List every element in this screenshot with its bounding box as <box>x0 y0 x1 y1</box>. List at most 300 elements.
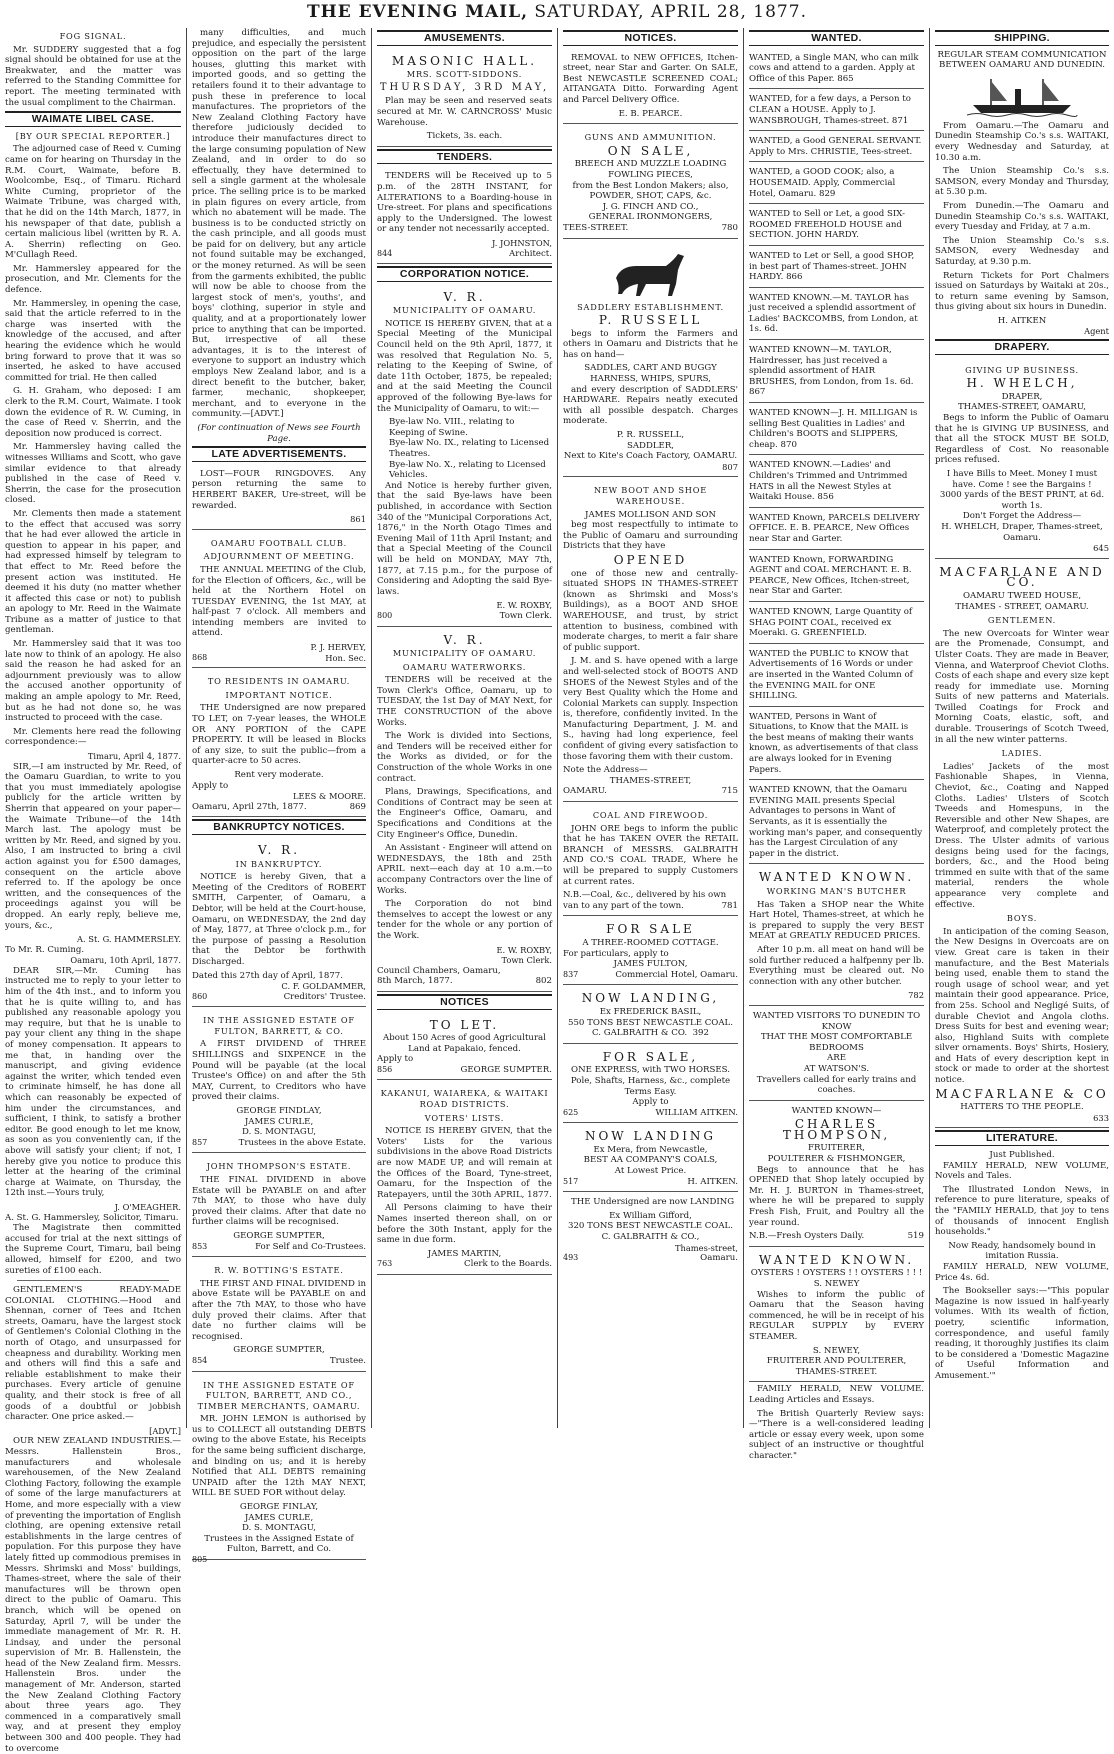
landing-ad <box>563 987 738 1043</box>
rw-title: R. W. BOTTING'S ESTATE. <box>214 1265 344 1276</box>
coal-text: JOHN ORE begs to inform the public that he has TAKEN OVER the RETAIL BRANCH of MESSRS. GALBRAITH AND CO.'S COAL TRADE, Where he will be prepared to supply Customers at current rates. <box>563 823 738 887</box>
tenders-text: TENDERS will be Received up to 5 p.m. of the 28TH INSTANT, for ALTERATIONS to a Boarding-house in Ure-street. For plans and specifications apply to the Undersigned. The lowest or any tender not necessarily accepted. <box>377 171 552 235</box>
tolet-ad <box>377 1014 552 1081</box>
draper-role: DRAPER, <box>1001 391 1043 402</box>
road-districts-title: KAKANUI, WAIAREKA, & WAITAKI ROAD DISTRICTS. <box>380 1088 549 1110</box>
ad-number: 780 <box>721 222 738 233</box>
wanted-text: WANTED, for a few days, a Person to CLEAN a HOUSE. Apply to J. WANSBROUGH, Thames-street. <box>749 94 911 126</box>
letter-text: SIR,—I am instructed by Mr. Reed, of the Oamaru Guardian, to write to you that you must immediately apologise publicly for the article written by Sherrin that appeared on your paper—the Waimate Tribune—of the 14th March last. The apology must be written by Mr. Reed, and signed by you. Also, I am instructed to bring a civil action against you for £500 damages, consequent on the article above referred to. If the apology be once written, and the consequences of the proceedings against you will be dropped. An early reply, believe me, yours, &c., <box>5 761 181 931</box>
tolet-title: TO LET. <box>429 1017 500 1032</box>
ad-number: 807 <box>722 461 738 472</box>
cottage-place: Commercial Hotel, Oamaru. <box>615 969 738 980</box>
wanted-ad <box>749 510 924 550</box>
estate2-ad <box>192 1374 366 1564</box>
tolet-apply: Apply to <box>377 1054 414 1065</box>
visitors-title: WANTED VISITORS TO DUNEDIN TO KNOW <box>752 1010 921 1032</box>
wanted-ad <box>749 552 924 602</box>
wanted-text: WANTED Known, PARCELS DELIVERY OFFICE. E. B. PEARCE, New Offices near Star and Garter. <box>749 512 920 544</box>
now-landing: NOW LANDING <box>584 1129 717 1144</box>
vr-crest: V. R. <box>443 632 486 647</box>
thompson-nb: N.B.—Fresh Oysters Daily. <box>749 1231 865 1242</box>
bylaw-item: Bye-law No. IX., relating to Licensed Theatres. <box>389 438 550 459</box>
estate-text: A FIRST DIVIDEND of THREE SHILLINGS and SIXPENCE in the Pound will be payable (at the local Trustee's Office) on and after the 5th MAY, Current, to Creditors who have proved their claims. <box>192 1039 366 1103</box>
draper-text: Begs to inform the Public of Oamaru that he is GIVING UP BUSINESS, and that all the STOCK MUST BE SOLD, Regardless of Cost. No reasonable prices refused. <box>935 413 1109 466</box>
saddlery-text: and every description of SADDLERS' HARDWARE. Repairs neatly executed with all possible despatch. Charges moderate. <box>563 384 738 427</box>
column-3 <box>371 28 557 1428</box>
cottage-signature: JAMES FULTON, <box>613 959 688 970</box>
letter-signature: J. O'MEAGHER. <box>114 1201 181 1212</box>
bylaw-item: Bye-law No. VIII., relating to Keeping of Swine. <box>389 417 515 438</box>
jt-estate-ad <box>192 1155 366 1257</box>
boot-text: J. M. and S. have opened with a large and well-selected stock of BOOTS AND SHOES of the Newest Styles and of the very Best Quality which the Home and Colonial Markets can supply. Inspection is, therefore, confidently invited. In the Manufacturing Department, J. M. and S., having had long experience, feel confident of giving every satisfaction to those favoring them with their custom. <box>563 656 738 762</box>
ww-role: Town Clerk. <box>501 955 552 966</box>
residents-subtitle: IMPORTANT NOTICE. <box>225 689 333 700</box>
estate2-title: IN THE ASSIGNED ESTATE OF FULTON, BARRETT, AND CO., TIMBER MERCHANTS, OAMARU. <box>197 1379 361 1411</box>
libel-para: Mr. Hammersley said that it was too late now to think of an apology. He also said the reason he had asked for an adjournment previously was to allow the accused another opportunity of making an ample apology to Mr. Reed, but as he had not done so, he was instructed to proceed with the case. <box>5 639 181 724</box>
shipping-text: From Oamaru.—The Oamaru and Dunedin Steamship Co.'s s.s. WAITAKI, every Wednesday and Saturday, at 10.30 a.m. <box>935 120 1109 163</box>
column-5 <box>743 28 929 1461</box>
butcher-subtitle: WORKING MAN'S BUTCHER <box>766 886 907 896</box>
ad-number: 645 <box>1093 543 1109 554</box>
for-sale: FOR SALE <box>606 922 695 937</box>
voters-text: NOTICE IS HEREBY GIVEN, that the Voters' Lists for the various subdivisions in the above Road Districts are now MADE UP, and will remain at the Offices of the Board, Tyne-street, Oamaru, for the Inspection of the Ratepayers, until the 30th APRIL, 1877. <box>377 1126 552 1200</box>
lost-ad <box>192 466 366 530</box>
butcher-text: Has Taken a SHOP near the White Hart Hotel, Thames-street, at which he is prepared to supply the very BEST MEAT at GREATLY REDUCED PRICES. <box>749 899 924 942</box>
steam-title: REGULAR STEAM COMMUNICATION BETWEEN OAMARU AND DUNEDIN. <box>937 49 1107 71</box>
ad-number: 625 <box>563 1107 579 1117</box>
landing-price: At Lowest Price. <box>614 1166 687 1177</box>
express-terms: Terms Easy. <box>624 1086 677 1097</box>
letter-signature: A. St. G. HAMMERSLEY. <box>77 934 181 945</box>
boot-place: THAMES-STREET, <box>609 775 692 786</box>
advt-mark: [ADVT.] <box>149 1425 181 1436</box>
libel-para: Mr. Clements here read the following correspondence:— <box>5 726 181 748</box>
bankruptcy-signature: C. F. GOLDAMMER, <box>281 981 366 992</box>
estate-signature: D. S. MONTAGU, <box>242 1127 316 1138</box>
ad-number: 866 <box>786 272 803 283</box>
cottage-apply: For particulars, apply to <box>563 948 669 959</box>
column-1 <box>0 28 186 1754</box>
letter-text: DEAR SIR,—Mr. Cuming has instructed me to reply to your letter to him of the 4th inst., and to inform you that he is quite willing to, and has published any reasonable apology you may require, but that he is unable to pay your client any thing in the shape of money compensation. It appears to me that, in handing over the manuscript, and giving evidence against the writer, which tended even to criminate himself, he has done all which can reasonably be expected of him under the circumstances, and sufficient, I think, to satisfy a brother editor. Be good enough to let me know, as soon as you conveniently can, if the above will satisfy your client; if not, I hereby give you notice to produce this letter at the hearing of the criminal charge at Waimate, on Thursday, the 12th inst.—Yours truly, <box>5 965 181 1199</box>
column-6 <box>929 28 1114 1428</box>
industries-continued: many difficulties, and much prejudice, and especially the persistent opposition on the part of the large houses, glutting this market with imported goods, and so getting the retailers found it to their advantage to push these in preference to local manufactures. The proprietors of the New Zealand Clothing Factory have therefore judiciously decided to introduce their manufactures direct to the large consuming population of New Zealand, and in order to do so effectually, they have determined to sell a single garment at the wholesale price. The selling price is to be marked in plain figures on every article, from which no abatement will be made. The business is to be conducted strictly on the cash principle, and all goods must be paid for on delivery, but any article not found suitable may be exchanged, or the money returned. As will be seen from the garments exhibited, the public will now be able to choose from the largest stock of men's, youths', and boys' clothing, superior in style and quality, and at a proportionately lower price to anything that can be imported. But, irrespective of all these advantages, it is to the interest of everyone to support an industry which employs New Zealand labor, and is a direct benefit to the butcher, baker, farmer, mechanic, shopkeeper, merchant, and to everyone in the community.—[ADVT.] <box>192 28 366 420</box>
lit-title: FAMILY HERALD, NEW VOLUME, Novels and Tales. <box>935 1160 1109 1182</box>
ad-number: 856 <box>817 492 834 503</box>
landing-ship: Ex FREDERICK BASIL, <box>599 1006 702 1017</box>
wanted-ad <box>749 206 924 246</box>
wanted-ad <box>749 164 924 204</box>
residents-apply: Apply to <box>192 780 229 791</box>
family-herald-text: The British Quarterly Review says:—"There is a well-considered leading article or essay every week, upon some subject of an instructive or thoughtful character." <box>749 1408 924 1461</box>
wanted-ad <box>749 782 924 864</box>
amusements-heading: AMUSEMENTS. <box>377 30 552 46</box>
wanted-ad <box>749 646 924 707</box>
lit-text: The Illustrated London News, in reference to pure literature, speaks of the "FAMILY HERALD, that joy to tens of thousands of innocent English households." <box>935 1184 1109 1238</box>
masonic-title: MASONIC HALL. <box>391 53 538 68</box>
ad-number: 802 <box>535 976 552 987</box>
tolet-signature: GEORGE SUMPTER. <box>460 1064 552 1075</box>
libel-para: Mr. Clements then made a statement to the effect that accused was sorry that he had ever allowed the article in question to appear in his paper, and had expressed himself by telegram to that effect to Mr. Reed before the present action was instituted. He deemed it his duty (no matter whether it affected this case or not) to publish an apology to Mr. Reed in the Waimate Tribune as a matter of justice to that gentleman. <box>5 508 181 636</box>
on-sale: ON SALE, <box>607 143 694 158</box>
estate2-signature: GEORGE FINLAY, <box>239 1502 319 1513</box>
boot-town: OAMARU. <box>563 786 607 797</box>
guns-text: BREECH AND MUZZLE LOADING FOWLING PIECES, <box>574 159 727 180</box>
saddlery-place: Next to Kite's Coach Factory, OAMARU. <box>563 451 738 462</box>
ww-place: Council Chambers, Oamaru, <box>377 965 501 976</box>
wanted-text: WANTED KNOWN—J. H. MILLIGAN is selling Best Qualities in Ladies' and Children's BOOTS and SLIPPERS, cheap. <box>749 408 918 450</box>
wanted-ad <box>749 457 924 507</box>
wanted-text: WANTED KNOWN, Large Quantity of SHAG POINT COAL, received ex Moeraki. G. GREENFIELD. <box>749 606 913 639</box>
corp-text: NOTICE IS HEREBY GIVEN, that at a Special Meeting of the Municipal Council held on the 9th April, 1877, it was resolved that Regulation No. 5, relating to the Keeping of Swine, of date 11th October, 1875, be repealed; and at the said Meeting the Council approved of the following Bye-laws for the Municipality of Oamaru, to wit:— <box>377 318 552 414</box>
ladies-title: LADIES. <box>1001 748 1043 759</box>
landing2-ad <box>563 1125 738 1192</box>
tweed-house: OAMARU TWEED HOUSE, <box>962 590 1082 601</box>
tenders-heading: TENDERS. <box>377 149 552 165</box>
whelch-ad <box>935 359 1109 559</box>
boot-name: JAMES MOLLISON AND SON <box>585 509 716 520</box>
ad-number: 392 <box>692 1028 709 1039</box>
fog-heading: FOG SIGNAL. <box>59 31 127 41</box>
coal-title: COAL AND FIREWOOD. <box>592 810 709 821</box>
wanted-ad <box>749 91 924 131</box>
ww-text: An Assistant - Engineer will attend on WEDNESDAYS, the 18th and 25th APRIL next—each day at 10 a.m.—to accompany Contractors over the line of Works. <box>377 843 552 896</box>
landing-signature: C. GALBRAITH & CO., <box>601 1232 700 1243</box>
express-apply: Apply to <box>632 1097 669 1108</box>
tenders-ad <box>377 168 552 264</box>
lit-title: FAMILY HERALD, NEW VOLUME, Price 4s. 6d. <box>935 1261 1109 1283</box>
football-role: Hon. Sec. <box>325 652 366 663</box>
guns-ad <box>563 126 738 238</box>
ad-number: 861 <box>350 514 366 525</box>
boys-title: BOYS. <box>1006 913 1038 924</box>
draper-text: 3000 yards of the BEST PRINT, at 6d. worth 1s. <box>939 490 1105 511</box>
estate-signature: JAMES CURLE, <box>244 1116 314 1127</box>
residents-ad <box>192 670 366 817</box>
ad-number: 865 <box>837 73 854 84</box>
landing-ship: Ex William Gifford, <box>609 1210 692 1221</box>
estate-signature: GEORGE FINDLAY, <box>236 1106 322 1117</box>
ad-number: 860 <box>192 991 208 1001</box>
draper-text: I have Bills to Meet. Money I must have. Come ! see the Bargains ! <box>946 469 1098 490</box>
bankruptcy-subtitle: IN BANKRUPTCY. <box>235 858 323 869</box>
ad-number: 870 <box>780 439 797 450</box>
express-ad <box>563 1046 738 1124</box>
ad-number: 633 <box>1093 1112 1109 1123</box>
wanted-ad <box>749 405 924 455</box>
macfarlane-name: MACFARLANE AND CO. <box>939 564 1105 590</box>
bankruptcy-ad <box>192 839 366 1007</box>
wanted-text: WANTED KNOWN.—M. TAYLOR has just received a splendid assortment of Ladies' BACKCOMBS, from London, at 1s. 6d. <box>749 292 918 335</box>
performance-date: THURSDAY, 3RD MAY, <box>379 81 550 93</box>
macfarlane-ad <box>935 561 1109 1129</box>
libel-conclusion: The Magistrate then committed accused for trial at the next sittings of the Supreme Court, Timaru, bail being allowed, himself for £200, and two sureties of £100 each. <box>5 1223 181 1276</box>
residents-signature: LEES & MOORE. <box>292 791 366 802</box>
hatters-text: HATTERS TO THE PEOPLE. <box>960 1102 1084 1113</box>
ad-number: 517 <box>563 1176 579 1186</box>
wanted-ad <box>749 133 924 162</box>
newey-place: THAMES-STREET. <box>795 1366 878 1377</box>
ww-signature: E. W. ROXBY, <box>496 944 552 955</box>
wanted-text: WANTED the PUBLIC to KNOW that Advertisements of 16 Words or under are inserted in the Wanted Column of the EVENING MAIL for ONE SHILLING. <box>749 648 913 702</box>
bankruptcy-role: Creditors' Trustee. <box>283 991 366 1002</box>
waterworks-ad <box>377 629 552 992</box>
ad-number: 782 <box>908 990 924 1001</box>
landing-cargo: BEST AA COMPANY'S COALS, <box>583 1155 718 1166</box>
guns-signature: J. G. FINCH AND CO., <box>602 201 699 212</box>
columns <box>0 28 1114 1754</box>
express-signature: WILLIAM AITKEN. <box>655 1107 738 1118</box>
ww-text: The Corporation do not bind themselves to accept the lowest or any tender for the whole or any portion of the Work. <box>377 899 552 941</box>
boot-opened: OPENED <box>613 552 688 567</box>
libel-para: Mr. Hammersley appeared for the prosecution, and Mr. Clements for the defence. <box>5 263 181 296</box>
late-ads-heading: LATE ADVERTISEMENTS. <box>192 446 366 462</box>
giving-up-title: GIVING UP BUSINESS. <box>965 364 1079 375</box>
newspaper-title: THE EVENING MAIL, <box>307 2 529 22</box>
estate2-role: Trustees in the Assigned Estate of Fulton, Barrett, and Co. <box>204 1533 354 1555</box>
municipality-title: MUNICIPALITY OF OAMARU. <box>392 648 537 659</box>
wanted-ad <box>749 50 924 90</box>
wanted-ad <box>749 604 924 644</box>
vr-crest: V. R. <box>443 289 486 304</box>
rw-text: THE FIRST AND FINAL DIVIDEND in above Estate will be PAYABLE on and after the 7th MAY, to those who have duly proved their claims. After that date no further claims will be recognised. <box>192 1278 366 1342</box>
siddons-name: MRS. SCOTT-SIDDONS. <box>406 69 523 80</box>
notices-heading: NOTICES <box>377 994 552 1010</box>
libel-para: The adjourned case of Reed v. Cuming came on for hearing on Thursday in the R.M. Court, Waimate, before B. Woolcombe, Esq., of Timaru. Richard White Cuming, proprietor of the Waimate Tribune, was charged with, that he did on the 14th March, 1877, in his newspaper of that date, publish a certain malicious libel (written by R. A. A. Sherrin) reflecting on Geo. M'Cullagh Reed. <box>5 144 181 261</box>
wanted-text: WANTED, a Good GENERAL SERVANT. Apply to Mrs. CHRISTIE, Tees-street. <box>749 136 922 157</box>
shipping-text: The Union Steamship Co.'s s.s. SAMSON, every Monday and Thursday, at 5.30 p.m. <box>935 166 1109 198</box>
saddler-name: P. RUSSELL <box>598 313 703 328</box>
family-herald-title: FAMILY HERALD, NEW VOLUME. Leading Articles and Essays. <box>749 1384 924 1405</box>
corp-text: And Notice is hereby further given, that the said Bye-laws have been published, in accordance with Section 340 of the "Municipal Corporations Act, 1876," in the North Otago Times and Evening Mail of 11th April Instant; and that a Special Meeting of the Council will be held on MONDAY, MAY 7th, 1877, at 7.15 p.m., for the purpose of Considering and Adopting the said Bye-laws. <box>377 480 552 597</box>
saddlery-signature: P. R. RUSSELL, <box>616 430 685 441</box>
landing-place: Thames-street, <box>674 1242 738 1253</box>
newey-signature: S. NEWEY, <box>812 1345 861 1356</box>
bankruptcy-date: Dated this 27th day of April, 1877. <box>192 970 343 981</box>
wanted-ad <box>749 248 924 288</box>
libel-para: Mr. Hammersley having called the witnesses Williams and Scott, who gave similar evidence to that already published in the case of Reed v. Sherrin, the case for the prosecution closed. <box>5 442 181 506</box>
letter-place: Timaru, April 4, 1877. <box>87 751 181 761</box>
ad-number: 853 <box>192 1241 208 1251</box>
guns-role: GENERAL IRONMONGERS, <box>588 212 713 223</box>
thompson-role: POULTERER & FISHMONGER, <box>767 1154 906 1165</box>
letter-recipient: A. St. G. Hammersley, Solicitor, Timaru. <box>5 1212 179 1223</box>
ww-text: Plans, Drawings, Specifications, and Conditions of Contract may be seen at the Engineer's Office, Oamaru, and Specifications and Conditions at the City Engineer's Office, Dunedin. <box>377 787 552 840</box>
tickets-price: Tickets, 3s. each. <box>426 131 503 142</box>
shipping-text: The Union Steamship Co.'s s.s. SAMSON, every Wednesday and Saturday, at 9.30 p.m. <box>935 235 1109 267</box>
jt-signature: GEORGE SUMPTER, <box>233 1230 325 1241</box>
wanted-text: WANTED KNOWN.—Ladies' and Children's Trimmed and Untrimmed HATS in all the Newest Styles at Waitaki House. <box>749 460 908 503</box>
thompson-text: Begs to announce that he has OPENED that Shop lately occupied by Mr. H. J. BURTON in Thames-street, where he will be prepared to supply Fresh Fish, Fruit, and Poultry all the year round. <box>749 1164 924 1228</box>
express-text: Pole, Shafts, Harness, &c., complete <box>570 1075 731 1086</box>
lit-published: Just Published. <box>989 1150 1055 1161</box>
landing-cargo: 550 TONS BEST NEWCASTLE COAL. <box>568 1017 733 1028</box>
wanted-ad <box>749 342 924 403</box>
horse-icon <box>606 248 696 298</box>
jt-text: THE FINAL DIVIDEND in above Estate will be PAYABLE on and after 7th MAY, to those who have duly proved their claims. After that date no further claims will be recognised. <box>192 1175 366 1228</box>
jt-title: JOHN THOMPSON'S ESTATE. <box>206 1161 352 1172</box>
landing-cargo: 320 TONS BEST NEWCASTLE COAL. <box>568 1221 733 1232</box>
corporation-ad <box>377 286 552 627</box>
landing-signature: C. GALBRAITH & CO. <box>592 1028 688 1039</box>
residents-rent: Rent very moderate. <box>234 770 324 780</box>
draper-place: THAMES-STREET, OAMARU, <box>957 402 1087 413</box>
boot-text: beg most respectfully to intimate to the Public of Oamaru and surrounding Districts that they have <box>563 520 738 552</box>
landing-signature: H. AITKEN. <box>687 1176 738 1187</box>
issue-date: SATURDAY, APRIL 28, 1877. <box>534 2 807 22</box>
coal-ad <box>563 804 738 916</box>
oysters-text: OYSTERS ! OYSTERS ! ! OYSTERS ! ! ! <box>750 1268 923 1279</box>
wanted-text: WANTED KNOWN, that the Oamaru EVENING MAIL presents Special Advantages to persons in Want of Servants, as it is essentially the working man's paper, and consequently has the Largest Circulation of any paper in the district. <box>749 785 923 859</box>
boot-text: one of those new and centrally-situated SHOPS IN THAMES-STREET (known as Shrimski and Moss's Buildings), as a BOOT AND SHOE WAREHOUSE, and trust, by strict attention to business, combined with moderate charges, to merit a fair share of public support. <box>563 568 738 653</box>
ad-number: 800 <box>377 610 393 620</box>
wanted-text: WANTED to Sell or Let, a good SIX-ROOMED FREEHOLD HOUSE and SECTION. JOHN HARDY. <box>749 209 905 241</box>
libel-byline: [BY OUR SPECIAL REPORTER.] <box>15 130 171 141</box>
gentlemen-text: The new Overcoats for Winter wear are the Promenade, Consumpt, and Ulster Coats. They are made in Beaver, Vienna, and Waterproof Cheviot Cloths. Costs of each shape and every size kept ready for immediate use. Morning Suits of new patterns and Materials. Twilled Coatings for Frock and Morning Coats, elastic, soft, and durable. Trouserings of Scotch Tweed, in all the new winter patterns. <box>935 628 1109 745</box>
libel-para: Mr. Hammersley, in opening the case, said that the article referred to in the charge was inserted with the knowledge of the accused, and after hearing the evidence which he would bring forward to prove that it was so inserted, he asked to have accused committed for trial. He then called <box>5 298 181 383</box>
ad-number: 519 <box>907 1231 924 1242</box>
visitors-subtitle: THAT THE MOST COMFORTABLE BEDROOMS <box>760 1032 913 1053</box>
landing3-text: THE Undersigned are now LANDING <box>571 1197 735 1208</box>
jt-role: For Self and Co-Trustees. <box>255 1241 366 1252</box>
coal-text: N.B.—Coal, &c., delivered by his own van to any part of the town. <box>563 890 727 911</box>
oysters-ad <box>749 1249 924 1383</box>
steamship-icon <box>967 75 1077 117</box>
football-text: THE ANNUAL MEETING of the Club, for the Election of Officers, &c., will be held at the Northern Hotel on TUESDAY EVENING, the 1st MAY, at half-past 7 o'clock. All members and intending members are invited to attend. <box>192 564 366 639</box>
vr-crest: V. R. <box>257 842 301 857</box>
saddlery-role: SADDLER, <box>626 440 675 451</box>
divider <box>17 1280 169 1281</box>
municipality-title: MUNICIPALITY OF OAMARU. <box>392 305 537 316</box>
removal-ad <box>563 50 738 125</box>
bankruptcy-text: NOTICE is hereby Given, that a Meeting of the Creditors of ROBERT SMITH, Carpenter, of Oamaru, a Debtor, will be held at the Court-house, Oamaru, on WEDNESDAY, the 2nd day of May, 1877, at Three o'clock p.m., for the purpose of passing a Resolution that the Debtor be forthwith Discharged. <box>192 872 366 967</box>
ad-number: 829 <box>818 188 836 199</box>
wanted-text: WANTED Known, FORWARDING AGENT and COAL MERCHANT. E. B. PEARCE, New Offices, Itchen-street, near Star and Garter. <box>749 554 912 597</box>
thompson-role: FRUITERER, <box>807 1143 866 1154</box>
industries-article: OUR NEW ZEALAND INDUSTRIES.—Messrs. Hallenstein Bros., manufacturers and wholesale warehousemen, of the New Zealand Clothing Factory, following the example of some of the large manufacturers at Home, and more especially with a view of preventing the importation of English clothing, are opening extensive retail establishments in the large centres of population. For this purpose they have lately fitted up commodious premises in Messrs. Shrimski and Moss' buildings, Thames-street, where the sale of their manufactures will be thrown open direct to the public of Oamaru. This branch, which will be opened on Saturday, April 7, will be under the immediate management of Mr. R. H. Lindsay, and under the personal supervision of Mr. B. Hallenstein, the head of the New Zealand firm. Messrs. Hallenstein Bros. under the management of Mr. Anderson, started the New Zealand Clothing Factory about three years ago. They commenced in a comparatively small way, and at present they employ between 300 and 400 people. They had to overcome <box>5 1436 181 1754</box>
visitors-are: ARE <box>827 1053 846 1064</box>
fog-text: Mr. SUDDERY suggested that a fog signal should be obtained for use at the Breakwater, and the matter was referred to the Standing Committee for report. The meeting terminated with the usual compliment to the Chairman. <box>5 44 181 108</box>
ready-made-clothing: GENTLEMEN'S READY-MADE COLONIAL CLOTHING.—Hood and Shennan, corner of Tees and Itchen streets, Oamaru, have the largest stock of Gentlemen's Colonial Clothing in the north of Otago, and unsurpassed for cheapness and durability. Working men and others will find this a safe and reliable establishment to make their purchases. Every article of genuine quality, and their stock is free of all goods of a doubtful or jobbish character. One price asked.— <box>5 1285 181 1423</box>
tolet-text: About 150 Acres of good Agricultural Land at Papakaio, fenced. <box>383 1033 546 1054</box>
boot-address: Note the Address— <box>563 765 648 776</box>
corp-signature: E. W. ROXBY, <box>496 600 552 611</box>
thompson-name: CHARLES THOMPSON, <box>782 1117 891 1142</box>
plan-text: Plan may be seen and reserved seats secured at Mr. W. CARNCROSS' Music Warehouse. <box>377 96 552 128</box>
bylaw-item: Bye-law No. X., relating to Licensed Vehicles. <box>389 459 546 481</box>
ad-number: 856 <box>377 1064 393 1074</box>
letter-place: Oamaru, 10th April, 1877. <box>70 955 181 966</box>
draper-forget: Don't Forget the Address— <box>962 511 1082 522</box>
column-4 <box>557 28 743 1428</box>
newey-name: S. NEWEY <box>813 1279 860 1289</box>
ad-number: 493 <box>563 1253 579 1263</box>
shipping-role: Agent <box>1084 326 1109 337</box>
ww-date: 8th March, 1877. <box>377 976 453 987</box>
masthead <box>0 0 1114 24</box>
saddlery-title: SADDLERY ESTABLISHMENT. <box>577 301 724 312</box>
football-title: OAMARU FOOTBALL CLUB. <box>210 537 348 548</box>
removal-text: REMOVAL to NEW OFFICES, Itchen-street, near Star and Garter. On SALE, Best NEWCASTLE SCREENED COAL; AITANGATA Ditto. Forwarding Agent and Parcel Delivery Office. <box>563 52 738 105</box>
ad-number: 868 <box>192 652 208 662</box>
ad-number: 715 <box>721 786 738 797</box>
corp-role: Town Clerk. <box>499 610 552 621</box>
shipping-signature: H. AITKEN <box>997 315 1047 326</box>
wanted-text: WANTED to Let or Sell, a good SHOP, in best part of Thames-street. JOHN HARDY. <box>749 250 915 283</box>
boot-title: NEW BOOT AND SHOE WAREHOUSE. <box>593 485 708 506</box>
wanted-heading: WANTED. <box>749 30 924 46</box>
wanted-ad <box>749 709 924 781</box>
wanted-text: WANTED KNOWN—M. TAYLOR, Hairdresser, has just received a splendid assortment of HAIR BRUSHES, from London, from 1s. 6d. <box>749 345 914 387</box>
wanted-ad <box>749 290 924 340</box>
visitors-ad <box>749 1008 924 1101</box>
football-signature: P. J. HERVEY, <box>310 642 366 653</box>
now-landing: NOW LANDING, <box>581 991 720 1006</box>
residents-date: Oamaru, April 27th, 1877. <box>192 801 307 812</box>
column-2 <box>186 28 371 1564</box>
football-ad <box>192 532 366 669</box>
guns-title: GUNS AND AMMUNITION. <box>584 132 717 143</box>
voters-ad <box>377 1082 552 1275</box>
wanted-text: WANTED, a GOOD COOK; also, a HOUSEMAID. Apply, Commercial Hotel, Oamaru. <box>749 167 896 199</box>
notices-heading: NOTICES. <box>563 30 738 46</box>
estate-role: Trustees in the above Estate. <box>238 1137 366 1148</box>
butcher-ad <box>749 866 924 1006</box>
shipping-text: From Dunedin.—The Oamaru and Dunedin Steamship Co.'s s.s. WAITAKI, every Tuesday and Friday, at 7 a.m. <box>935 200 1109 233</box>
waterworks-title: OAMARU WATERWORKS. <box>402 661 527 672</box>
voters-text: All Persons claiming to have their Names inserted thereon shall, on or before the 30th Instant, apply for the same in due form. <box>377 1203 552 1246</box>
estate2-signature: JAMES CURLE, <box>244 1512 314 1523</box>
wanted-known-title: WANTED KNOWN. <box>758 870 915 885</box>
rw-role: Trustee. <box>329 1355 366 1366</box>
for-sale: FOR SALE, <box>602 1049 699 1064</box>
ad-number: 844 <box>377 248 393 258</box>
shipping-text: Return Tickets for Port Chalmers issued on Saturdays by Waitaki at 20s., to return same evening by Samson, thus giving about six hours in Dunedin. <box>935 270 1109 313</box>
saddlery-text: begs to inform the Farmers and others in Oamaru and Districts that he has on hand— <box>563 328 738 360</box>
landing-town: Oamaru. <box>700 1253 738 1264</box>
ad-number: 763 <box>377 1259 393 1269</box>
landing-ship: Ex Mera, from Newcastle, <box>593 1144 708 1155</box>
ad-number: 857 <box>192 1137 208 1147</box>
oysters-title: WANTED KNOWN. <box>758 1252 915 1267</box>
landing3-ad <box>563 1194 738 1268</box>
boys-text: In anticipation of the coming Season, the New Designs in Overcoats are on view. Great care is taken in their manufacture, and the Best Materials being used, enable them to stand the rough usage of school wear, and yet maintain their good appearance. Price, from 25s. School and Negligé Suits, of durable Cheviot and Angola cloths. Dress Suits for best and evening wear; also, Highland Suits with complete silver ornaments. Boys' Shirts, Hosiery, and Hats of every description kept in stock or made to order at the shortest notice. <box>935 926 1109 1086</box>
continuation-note: (For continuation of News see Fourth Page. <box>197 422 361 444</box>
rw-signature: GEORGE SUMPTER, <box>233 1345 325 1356</box>
literature-heading: LITERATURE. <box>935 1130 1109 1146</box>
gentlemen-title: GENTLEMEN. <box>987 615 1057 626</box>
newey-text: Wishes to inform the public of Oamaru that the Season having commenced, he will be in receipt of his REGULAR SUPPLY by EVERY STEAMER. <box>749 1289 924 1342</box>
voters-role: Clerk to the Boards. <box>464 1259 552 1270</box>
tenders-role: Architect. <box>509 248 552 259</box>
draper-signature: H. WHELCH, Draper, Thames-street, Oamaru. <box>941 521 1103 543</box>
lost-text: LOST—FOUR RINGDOVES. Any person returning the same to HERBERT BAKER, Ure-street, will be rewarded. <box>192 468 366 511</box>
guns-place: TEES-STREET. <box>563 222 629 233</box>
thompson-title: WANTED KNOWN— <box>791 1105 882 1116</box>
boot-ad <box>563 479 738 802</box>
residents-title: TO RESIDENTS IN OAMARU. <box>207 676 351 687</box>
drapery-heading: DRAPERY. <box>935 339 1109 355</box>
macfarlane-place: THAMES - STREET, OAMARU. <box>955 601 1089 612</box>
ad-number: 871 <box>891 115 909 126</box>
saddlery-ad <box>563 241 738 478</box>
cottage-title: A THREE-ROOMED COTTAGE. <box>582 937 719 948</box>
estate2-signature: D. S. MONTAGU, <box>242 1523 316 1534</box>
newey-role: FRUITERER AND POULTERER, <box>766 1356 907 1367</box>
corporation-heading: CORPORATION NOTICE. <box>377 266 552 282</box>
ad-number: 781 <box>721 900 738 911</box>
thompson-ad <box>749 1103 924 1247</box>
ad-number: 869 <box>349 801 366 812</box>
